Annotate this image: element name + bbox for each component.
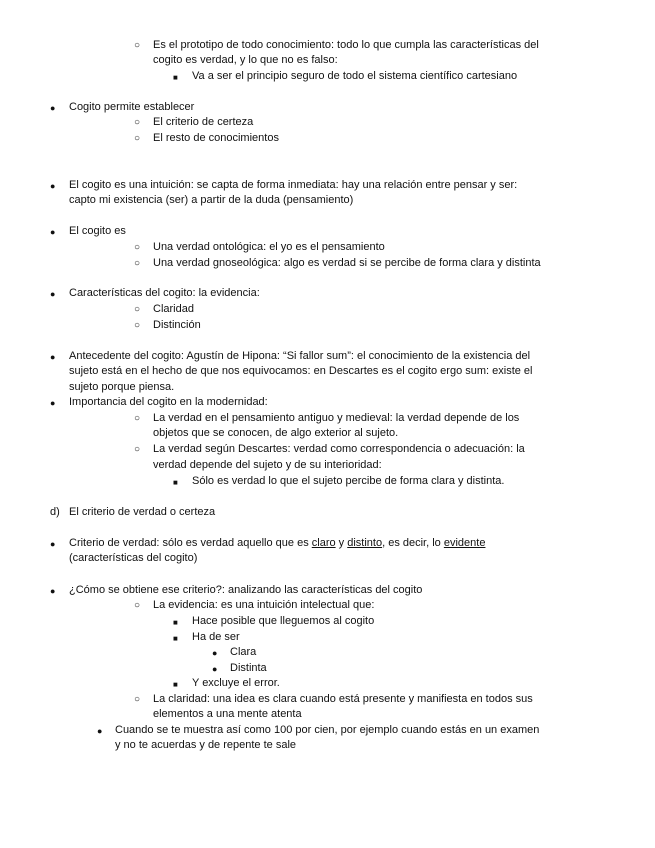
text-line: sujeto porque piensa. [69, 381, 175, 393]
square-bullet: ■ [173, 634, 178, 643]
text-line: Cuando se te muestra así como 100 por cien, por ejemplo cuando estás en un examen [115, 724, 540, 736]
disc-bullet: ● [212, 664, 218, 674]
square-bullet: ■ [173, 478, 178, 487]
text-line: Una verdad ontológica: el yo es el pensamiento [153, 241, 385, 253]
disc-bullet: ● [50, 181, 56, 191]
circle-bullet: ○ [134, 304, 141, 315]
text-line: La verdad según Descartes: verdad como correspondencia o adecuación: la [153, 443, 525, 455]
square-bullet: ■ [173, 680, 178, 689]
text-line: y no te acuerdas y de repente te sale [115, 739, 297, 751]
text-line: Ha de ser [192, 631, 240, 643]
text-segment: Criterio de verdad: sólo es verdad aquello que es [69, 537, 312, 549]
section-marker: d) [50, 506, 60, 518]
text-line: Distinción [153, 319, 201, 331]
circle-bullet: ○ [134, 133, 141, 144]
text-line: Y excluye el error. [192, 677, 280, 689]
text-line [69, 536, 485, 552]
text-segment: y [335, 537, 348, 549]
section-heading: El criterio de verdad o certeza [69, 506, 216, 518]
text-line: La evidencia: es una intuición intelectual que: [153, 599, 375, 611]
disc-bullet: ● [97, 726, 103, 736]
text-line: Clara [230, 646, 257, 658]
text-line: capto mi existencia (ser) a partir de la duda (pensamiento) [69, 194, 354, 206]
circle-bullet: ○ [134, 694, 141, 705]
text-line: Cogito permite establecer [69, 101, 195, 113]
disc-bullet: ● [50, 227, 56, 237]
text-line: Sólo es verdad lo que el sujeto percibe de forma clara y distinta. [192, 475, 505, 487]
text-line: Va a ser el principio seguro de todo el sistema científico cartesiano [192, 70, 518, 82]
disc-bullet: ● [50, 289, 56, 299]
text-line: El cogito es una intuición: se capta de forma inmediata: hay una relación entre pensar y ser: [69, 179, 518, 191]
disc-bullet: ● [50, 539, 56, 549]
text-line: Distinta [230, 662, 267, 674]
text-line: ¿Cómo se obtiene ese criterio?: analizando las características del cogito [69, 584, 423, 596]
underlined-word: evidente [443, 537, 486, 549]
text-line: objetos que se conocen, de algo exterior al sujeto. [153, 427, 399, 439]
circle-bullet: ○ [134, 444, 141, 455]
disc-bullet: ● [50, 586, 56, 596]
text-line: El resto de conocimientos [153, 132, 279, 144]
circle-bullet: ○ [134, 242, 141, 253]
circle-bullet: ○ [134, 600, 141, 611]
circle-bullet: ○ [134, 320, 141, 331]
text-line: cogito es verdad, y lo que no es falso: [153, 54, 338, 66]
circle-bullet: ○ [134, 413, 141, 424]
text-line: Antecedente del cogito: Agustín de Hipona: “Si fallor sum”: el conocimiento de la existencia del [69, 350, 531, 362]
circle-bullet: ○ [134, 258, 141, 269]
text-line: verdad depende del sujeto y de su interioridad: [153, 459, 382, 471]
disc-bullet: ● [212, 648, 218, 658]
disc-bullet: ● [50, 103, 56, 113]
text-line: elementos a una mente atenta [153, 708, 302, 720]
text-line: Importancia del cogito en la modernidad: [69, 396, 268, 408]
square-bullet: ■ [173, 73, 178, 82]
disc-bullet: ● [50, 352, 56, 362]
text-line: El criterio de certeza [153, 116, 254, 128]
underlined-word: claro [311, 537, 336, 549]
text-line: (características del cogito) [69, 552, 198, 564]
text-line: Una verdad gnoseológica: algo es verdad si se percibe de forma clara y distinta [153, 257, 541, 269]
circle-bullet: ○ [134, 117, 141, 128]
text-line: Hace posible que lleguemos al cogito [192, 615, 375, 627]
text-line: Es el prototipo de todo conocimiento: todo lo que cumpla las características del [153, 39, 539, 51]
text-line: Características del cogito: la evidencia: [69, 287, 260, 299]
text-line: sujeto está en el hecho de que nos equivocamos: en Descartes es el cogito ergo sum: existe el [69, 365, 533, 377]
text-line: Claridad [153, 303, 194, 315]
text-line: El cogito es [69, 225, 126, 237]
text-line: La verdad en el pensamiento antiguo y medieval: la verdad depende de los [153, 412, 520, 424]
text-segment: , es decir, lo [382, 537, 444, 549]
square-bullet: ■ [173, 618, 178, 627]
circle-bullet: ○ [134, 40, 141, 51]
underlined-word: distinto [347, 537, 383, 549]
disc-bullet: ● [50, 398, 56, 408]
text-line: La claridad: una idea es clara cuando está presente y manifiesta en todos sus [153, 693, 533, 705]
